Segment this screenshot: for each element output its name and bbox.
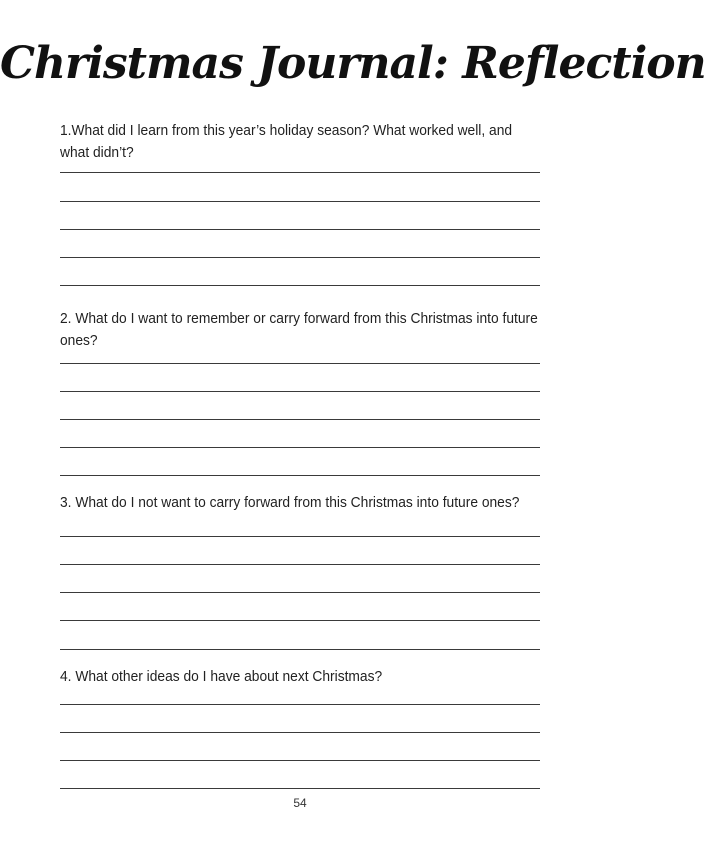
answer-line[interactable] [60,419,540,420]
answer-line[interactable] [60,649,540,650]
answer-line[interactable] [60,704,540,705]
answer-line[interactable] [60,564,540,565]
page-number: 54 [293,796,307,810]
page-title: Christmas Journal: Reflection [0,38,706,89]
answer-line[interactable] [60,592,540,593]
answer-line[interactable] [60,201,540,202]
question-4: 4. What other ideas do I have about next Christmas? [60,668,383,685]
question-1: 1.What did I learn from this year’s holiday season? What worked well, and what didn’t? [60,122,513,161]
answer-line[interactable] [60,363,540,364]
answer-line[interactable] [60,760,540,761]
answer-line[interactable] [60,447,540,448]
answer-line[interactable] [60,536,540,537]
answer-line[interactable] [60,285,540,286]
answer-line[interactable] [60,229,540,230]
answer-line[interactable] [60,391,540,392]
question-3: 3. What do I not want to carry forward from this Christmas into future ones? [60,494,520,511]
answer-line[interactable] [60,620,540,621]
answer-line[interactable] [60,257,540,258]
answer-line[interactable] [60,475,540,476]
answer-line[interactable] [60,732,540,733]
answer-line[interactable] [60,172,540,173]
question-2: 2. What do I want to remember or carry forward from this Christmas into future ones? [60,310,538,349]
answer-line[interactable] [60,788,540,789]
